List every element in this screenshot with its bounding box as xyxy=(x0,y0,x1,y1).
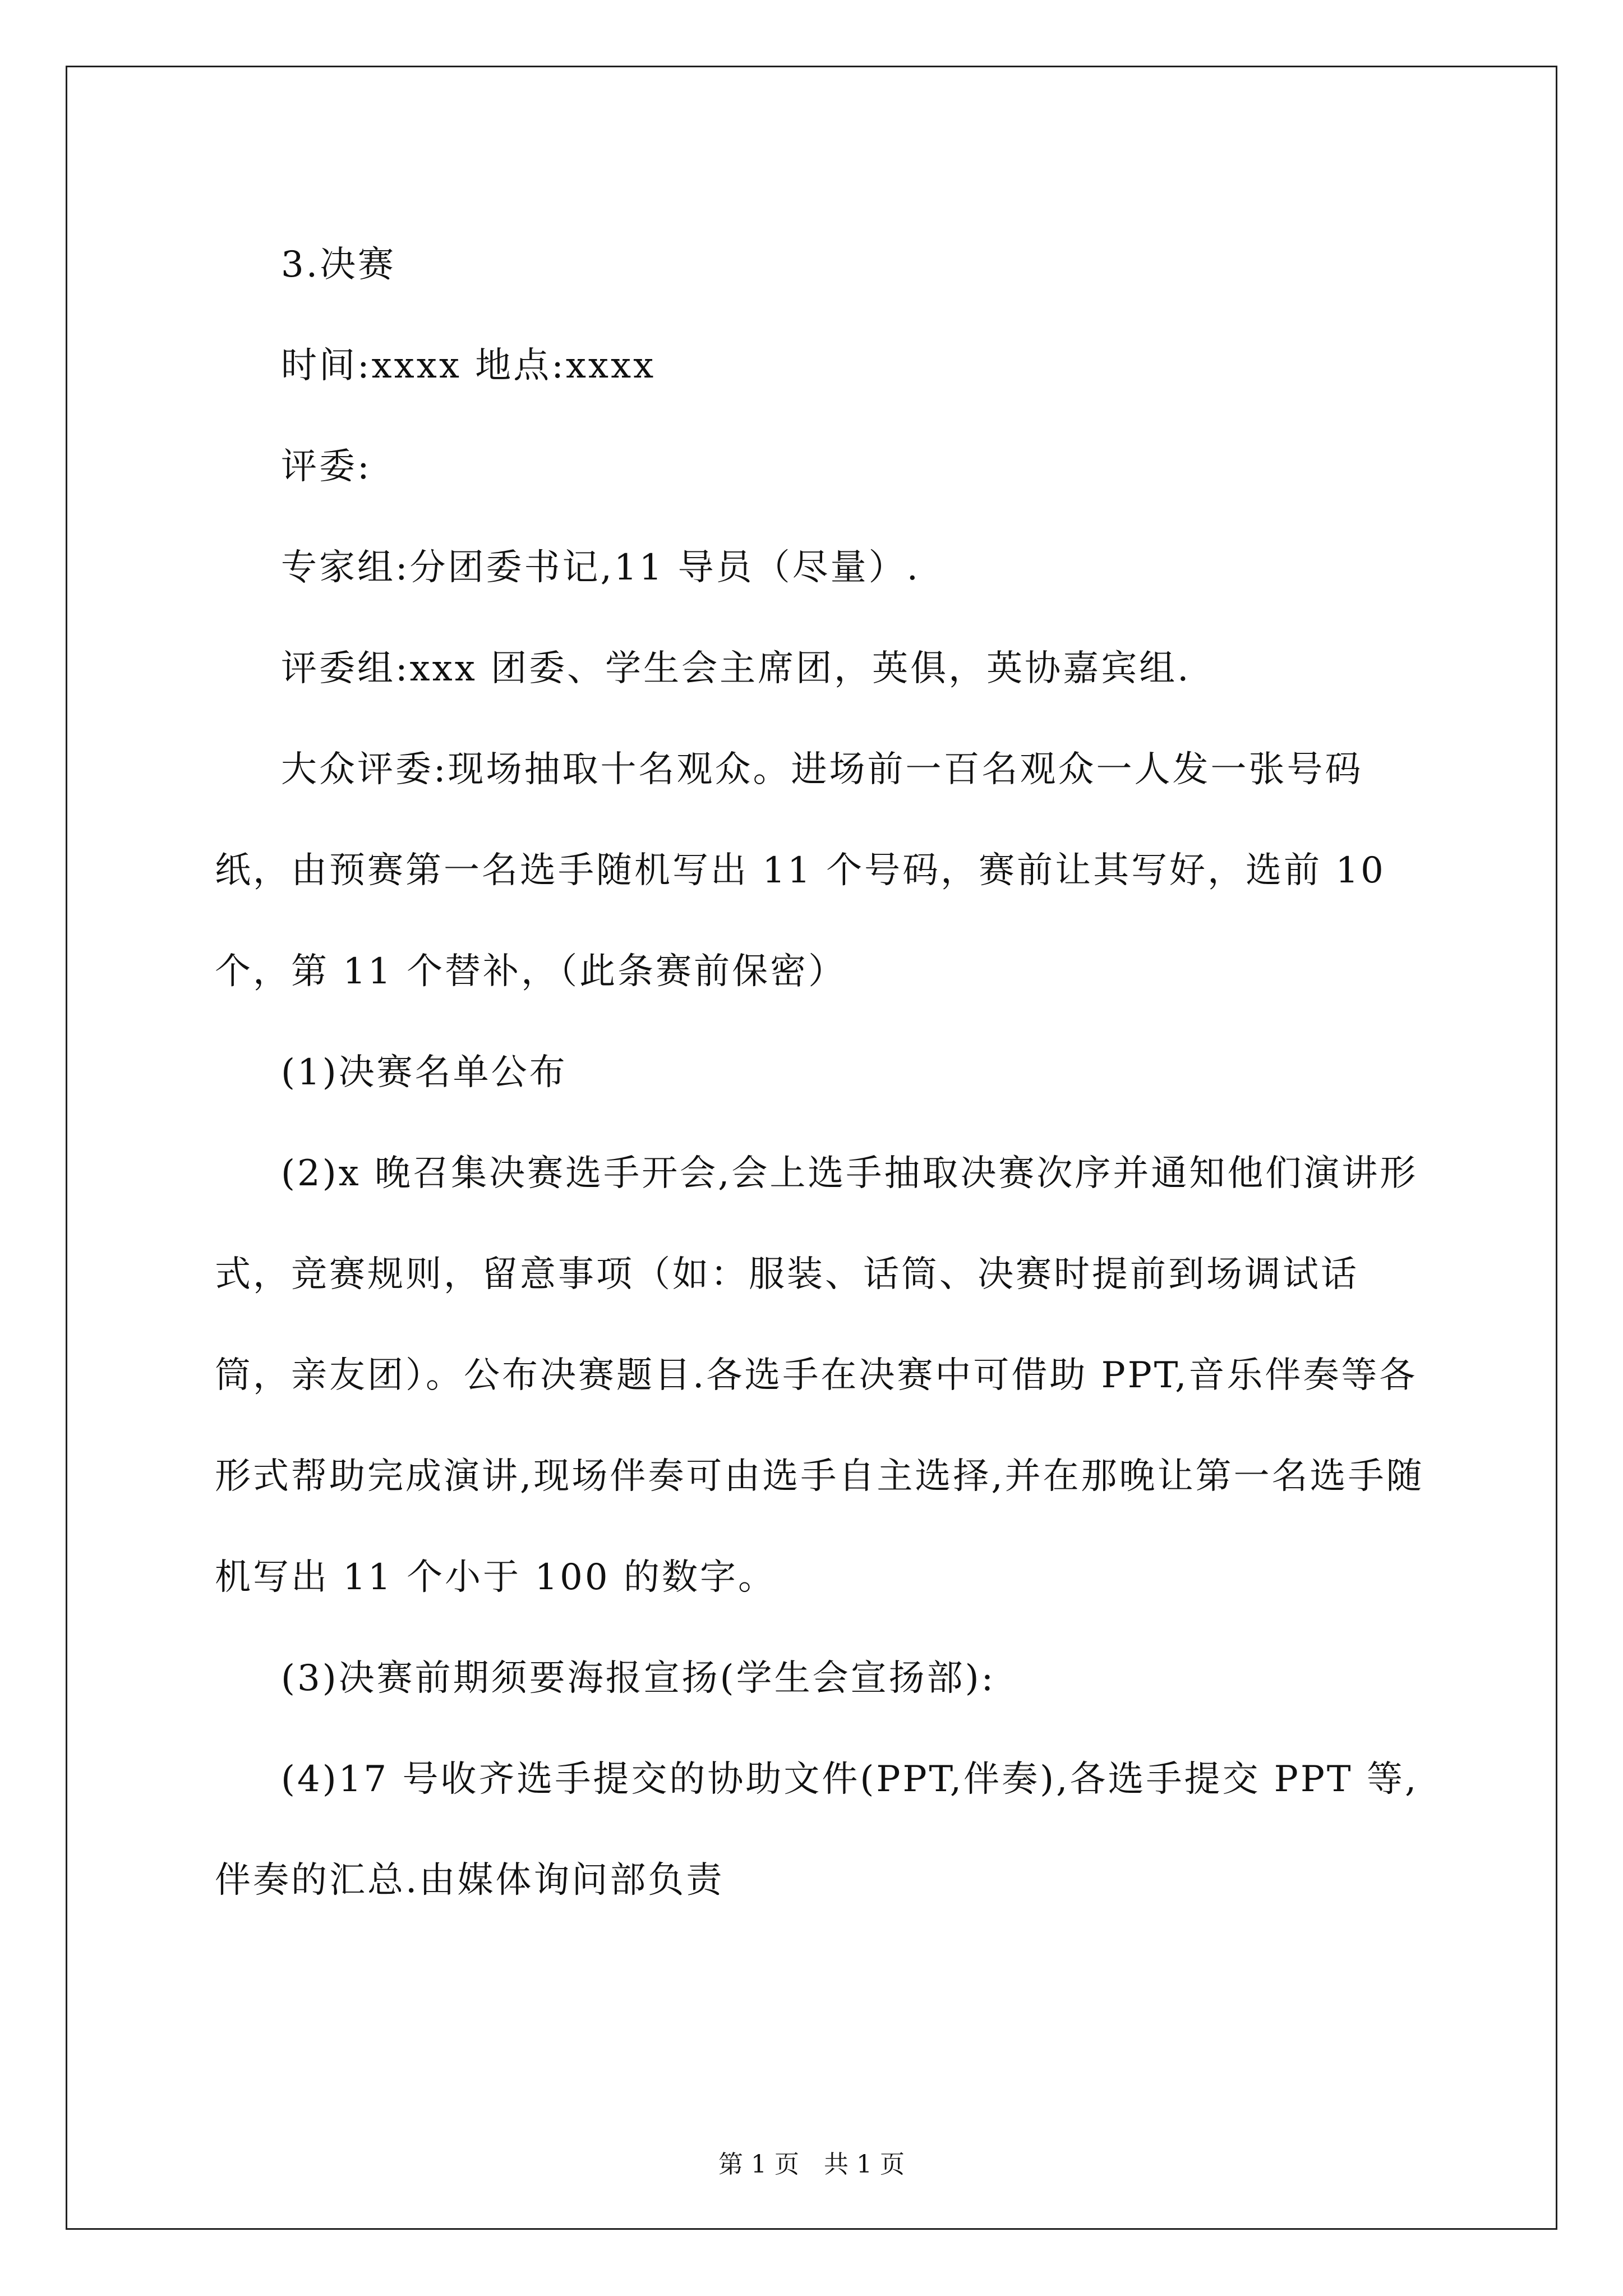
page-footer: 第 1 页 共 1 页 xyxy=(718,2150,905,2179)
public-judges-paragraph: 大众评委:现场抽取十名观众。进场前一百名观众一人发一张号码纸，由预赛第一名选手随机写出 11 个号码，赛前让其写好，选前 10 个，第 11 个替补，（此条赛前保密） xyxy=(215,749,1386,992)
list-item-4: (4)17 号收齐选手提交的协助文件(PPT,伴奏),各选手提交 PPT 等,伴奏的汇总.由媒体询问部负责 xyxy=(215,1759,1419,1901)
judge-group-line: 评委组:xxx 团委、学生会主席团，英俱，英协嘉宾组. xyxy=(281,648,1191,689)
document-body xyxy=(215,214,1426,1931)
list-item-2: (2)x 晚召集决赛选手开会,会上选手抽取决赛次序并通知他们演讲形式，竞赛规则，留意事项（如：服装、话筒、决赛时提前到场调试话筒，亲友团）。公布决赛题目.各选手在决赛中可借助 PPT,音乐伴奏等各形式帮助完成演讲,现场伴奏可由选手自主选择,并在那晚让第一名选手随机写出 11 个小于 100 的数字。 xyxy=(215,1153,1424,1598)
list-item-3: (3)决赛前期须要海报宣扬(学生会宣扬部): xyxy=(281,1658,996,1699)
time-location-line: 时间:xxxx 地点:xxxx xyxy=(281,345,656,386)
section-heading: 3.决赛 xyxy=(281,244,396,286)
list-item-1: (1)决赛名单公布 xyxy=(281,1052,568,1093)
judges-heading: 评委: xyxy=(281,446,372,487)
expert-group-line: 专家组:分团委书记,11 导员（尽量）. xyxy=(281,547,921,588)
